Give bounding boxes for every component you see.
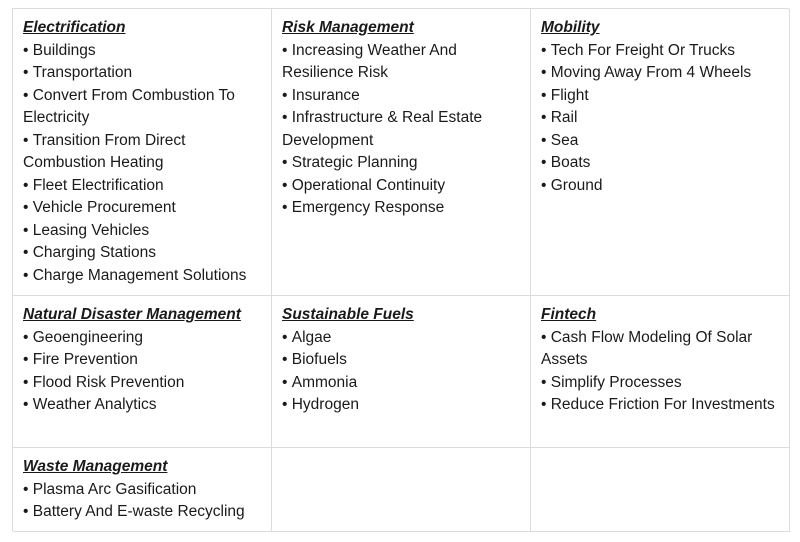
cell-natural-disaster-management: [13, 296, 272, 448]
list-item: • Convert From Combustion To Electricity: [23, 85, 261, 130]
list-item: • Plasma Arc Gasification: [23, 479, 261, 502]
list-item: • Fleet Electrification: [23, 175, 261, 198]
topics-table: [12, 8, 789, 531]
list-item: • Vehicle Procurement: [23, 197, 261, 220]
item-list: [541, 327, 779, 417]
list-item: • Increasing Weather And Resilience Risk: [282, 40, 520, 85]
item-list: [541, 40, 779, 198]
list-item: • Moving Away From 4 Wheels: [541, 62, 779, 85]
cell-title: Fintech: [541, 306, 597, 323]
cell-waste-management: [13, 448, 272, 532]
list-item: • Geoengineering: [23, 327, 261, 350]
list-item: • Boats: [541, 152, 779, 175]
cell-title: Electrification: [23, 19, 126, 36]
list-item: • Buildings: [23, 40, 261, 63]
cell-fintech: [531, 296, 790, 448]
list-item: • Cash Flow Modeling Of Solar Assets: [541, 327, 779, 372]
list-item: • Weather Analytics: [23, 394, 261, 417]
cell-risk-management: [272, 9, 531, 296]
list-item: • Flood Risk Prevention: [23, 372, 261, 395]
list-item: • Battery And E-waste Recycling: [23, 501, 261, 524]
list-item: • Leasing Vehicles: [23, 220, 261, 243]
cell-title: Sustainable Fuels: [282, 306, 414, 323]
list-item: • Rail: [541, 107, 779, 130]
list-item: • Algae: [282, 327, 520, 350]
item-list: [23, 479, 261, 524]
list-item: • Flight: [541, 85, 779, 108]
cell-title: Risk Management: [282, 19, 414, 36]
cell-electrification: [13, 9, 272, 296]
cell-title: Natural Disaster Management: [23, 306, 241, 323]
list-item: • Tech For Freight Or Trucks: [541, 40, 779, 63]
cell-mobility: [531, 9, 790, 296]
list-item: • Sea: [541, 130, 779, 153]
list-item: • Operational Continuity: [282, 175, 520, 198]
list-item: • Fire Prevention: [23, 349, 261, 372]
list-item: • Reduce Friction For Investments: [541, 394, 779, 417]
list-item: • Strategic Planning: [282, 152, 520, 175]
list-item: • Transportation: [23, 62, 261, 85]
list-item: • Ammonia: [282, 372, 520, 395]
cell-title: Waste Management: [23, 458, 168, 475]
list-item: • Simplify Processes: [541, 372, 779, 395]
item-list: [282, 327, 520, 417]
item-list: [23, 327, 261, 417]
cell-title: Mobility: [541, 19, 600, 36]
item-list: [282, 40, 520, 220]
cell-sustainable-fuels: [272, 296, 531, 448]
list-item: • Charging Stations: [23, 242, 261, 265]
list-item: • Emergency Response: [282, 197, 520, 220]
empty-cell: [272, 448, 531, 532]
list-item: • Transition From Direct Combustion Heating: [23, 130, 261, 175]
list-item: • Insurance: [282, 85, 520, 108]
list-item: • Charge Management Solutions: [23, 265, 261, 288]
empty-cell: [531, 448, 790, 532]
list-item: • Ground: [541, 175, 779, 198]
item-list: [23, 40, 261, 288]
list-item: • Infrastructure & Real Estate Development: [282, 107, 520, 152]
list-item: • Biofuels: [282, 349, 520, 372]
list-item: • Hydrogen: [282, 394, 520, 417]
